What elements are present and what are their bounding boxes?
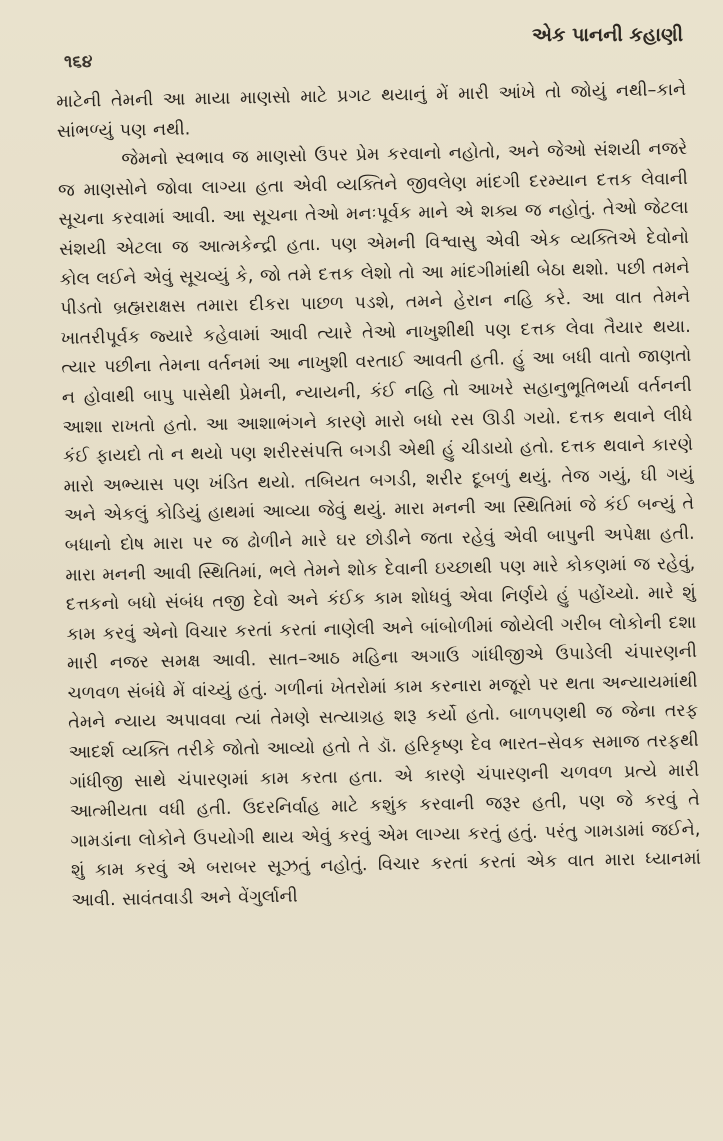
page-number: ૧૬૪	[64, 52, 93, 72]
page-header	[0, 0, 723, 80]
paragraph-continued: માટેની તેમની આ માયા માણસો માટે પ્રગટ થયાનું મેં મારી આંખે તો જોયું નથી–કાને સાંભળ્યું પણ નથી.	[56, 79, 687, 142]
running-head: એક પાનની કહાણી	[532, 24, 683, 46]
paragraph: જેમનો સ્વભાવ જ માણસો ઉપર પ્રેમ કરવાનો નહોતો, અને જેઓ સંશયી નજરે જ માણસોને જોવા લાગ્યા હતા એવી વ્યક્તિને જીવલેણ માંદગી દરમ્યાન દત્તક લેવાની સૂચના કરવામાં આવી. આ સૂચના તેઓ મનઃપૂર્વક માને એ શક્ય જ નહોતું. તેઓ જેટલા સંશયી એટલા જ આત્મકેન્દ્રી હતા. પણ એમની વિશ્વાસુ એવી એક વ્યક્તિએ દેવોનો કોલ લઈને એવું સૂચવ્યું કે, જો તમે દત્તક લેશો તો આ માંદગીમાંથી બેઠા થશો. પછી તમને પીડતો બ્રહ્મરાક્ષસ તમારા દીકરા પાછળ પડશે, તમને હેરાન નહિ કરે. આ વાત તેમને ખાતરીપૂર્વક જ્યારે કહેવામાં આવી ત્યારે તેઓ નાખુશીથી પણ દત્તક લેવા તૈયાર થયા. ત્યાર પછીના તેમના વર્તનમાં આ નાખુશી વરતાઈ આવતી હતી. હું આ બધી વાતો જાણતો ન હોવાથી બાપુ પાસેથી પ્રેમની, ન્યાયની, કંઈ નહિ તો આખરે સહાનુભૂતિભર્યા વર્તનની આશા રાખતો હતો. આ આશાભંગને કારણે મારો બધો રસ ઊડી ગયો. દત્તક થવાને લીધે કંઈ ફાયદો તો ન થયો પણ શરીરસંપત્તિ બગડી એથી હું ચીડાયો હતો. દત્તક થવાને કારણે મારો અભ્યાસ પણ ખંડિત થયો. તબિયત બગડી, શરીર દૂબળું થયું. તેજ ગયું, ઘી ગયું અને એકલું કોડિયું હાથમાં આવ્યા જેવું થયું. મારા મનની આ સ્થિતિમાં જે કંઈ બન્યું તે બધાનો દોષ મારા પર જ ઢોળીને મારે ઘર છોડીને જતા રહેવું એવી બાપુની અપેક્ષા હતી. મારા મનની આવી સ્થિતિમાં, ભલે તેમને શોક દેવાની ઇચ્છાથી પણ મારે કોકણમાં જ રહેવું, દત્તકનો બધો સંબંધ તજી દેવો અને કંઈક કામ શોધવું એવા નિર્ણયે હું પહોંચ્યો. મારે શું કામ કરવું એનો વિચાર કરતાં કરતાં નાણેલી અને બાંબોળીમાં જોયેલી ગરીબ લોકોની દશા મારી નજર સમક્ષ આવી. સાત–આઠ મહિના અગાઉ ગાંધીજીએ ઉપાડેલી ચંપારણની ચળવળ સંબંધે મેં વાંચ્યું હતું. ગળીનાં ખેતરોમાં કામ કરનારા મજૂરો પર થતા અન્યાયમાંથી તેમને ન્યાય અપાવવા ત્યાં તેમણે સત્યાગ્રહ શરૂ કર્યો હતો. બાળપણથી જ જેના તરફ આદર્શ વ્યક્તિ તરીકે જોતો આવ્યો હતો તે ડૉ. હરિકૃષ્ણ દેવ ભારત–સેવક સમાજ તરફથી ગાંધીજી સાથે ચંપારણમાં કામ કરતા હતા. એ કારણે ચંપારણની ચળવળ પ્રત્યે મારી આત્મીયતા વધી હતી. ઉદરનિર્વાહ માટે કશુંક કરવાની જરૂર હતી, પણ જે કરવું તે ગામડાંના લોકોને ઉપયોગી થાય એવું કરવું એમ લાગ્યા કરતું હતું. પરંતુ ગામડામાં જઈને, શું કામ કરવું એ બરાબર સૂઝતું નહોતું. વિચાર કરતાં કરતાં એક વાત મારા ધ્યાનમાં આવી. સાવંતવાડી અને વેંગુર્લાની	[57, 139, 702, 911]
body-text	[56, 76, 706, 1128]
